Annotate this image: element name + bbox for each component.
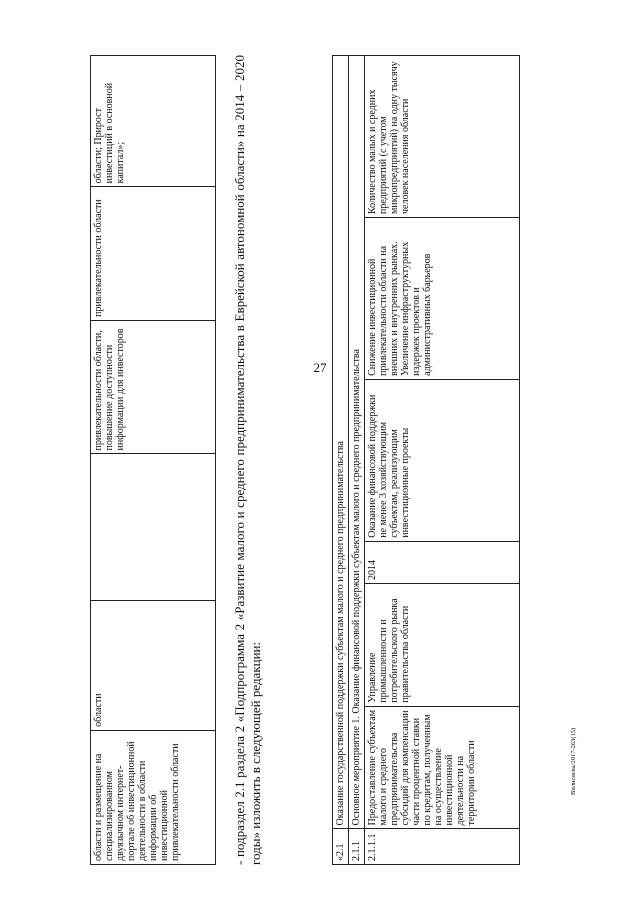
row-title: Основное мероприятие 1. Оказание финансовой поддержки субъектам малого и среднего предпринимательства — [349, 56, 365, 829]
executor: Управление промышленности и потребительского рынка правительства области — [365, 584, 520, 707]
rotated-content — [90, 55, 550, 865]
table-cell — [91, 454, 216, 600]
signature-code: Вилисиева/2017-263(15) — [570, 727, 577, 795]
table-row — [349, 56, 365, 865]
table-row — [91, 56, 216, 865]
table-row — [333, 56, 349, 865]
table-cell: области; Прирост инвестиций в основной капитал»; — [91, 56, 216, 187]
measure-name: Предоставление субъектам малого и среднего предпринимательства субсидий для компенсации части процентной ставки по кредитам, полученным на осуществление инвестиционной деятельности на территории области — [365, 706, 520, 829]
table-cell: области — [91, 600, 216, 730]
consequences: Снижение инвестиционной привлекательности области на внешних и внутренних рынках. Увеличение инфраструктурных издержек проектов и административных барьеров — [365, 217, 520, 379]
expected-result: Оказание финансовой поддержки не менее 3 хозяйствующим субъектам, реализующим инвестиционные проекты — [365, 379, 520, 541]
subprogram-table — [332, 55, 520, 865]
continuation-table — [90, 55, 216, 865]
year: 2014 — [365, 541, 520, 583]
indicator: Количество малых и средних предприятий (с учетом микропредприятий) на одну тысячу человек населения области — [365, 56, 520, 218]
table-cell: привлекательности области, повышение доступности информации для инвесторов — [91, 320, 216, 454]
row-number: 2.1.1.1 — [365, 829, 520, 865]
table-row — [365, 56, 520, 865]
row-title: Оказание государственной поддержки субъектам малого и среднего предпринимательства — [333, 56, 349, 829]
table-cell: привлекательности области — [91, 187, 216, 321]
page-number: 27 — [313, 360, 327, 375]
amendment-paragraph: - подраздел 2.1 раздела 2 «Подпрограмма 2 «Развитие малого и среднего предпринимательства в Еврейской автономной области» на 2014 – 2020 годы» изложить в следующей редакции: — [232, 55, 263, 865]
row-number: «2.1 — [333, 829, 349, 865]
row-number: 2.1.1 — [349, 829, 365, 865]
table-cell: области и размещение на специализированном двуязычном интернет-портале об инвестиционной деятельности в области информации об инвестиционной привлекательности области — [91, 730, 216, 864]
